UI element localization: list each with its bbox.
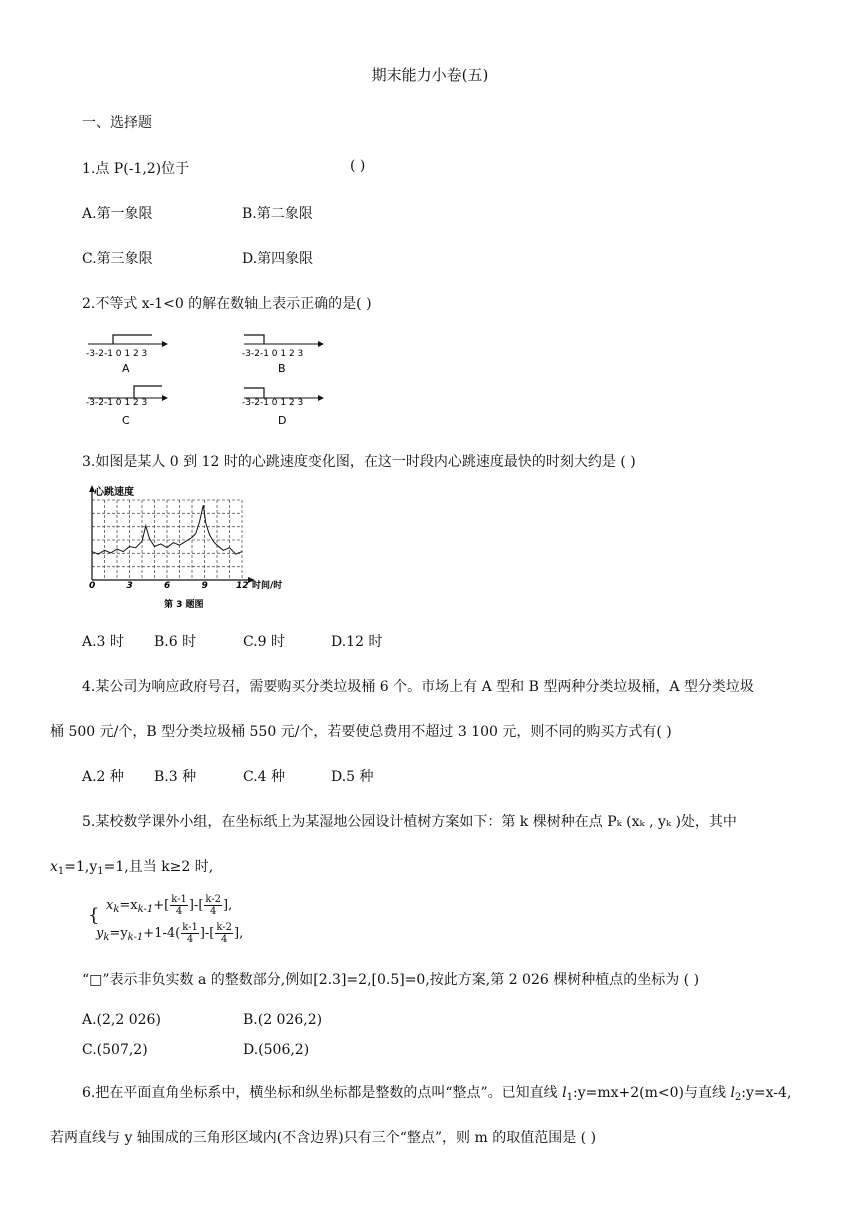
x-tick-label: 0 — [89, 581, 96, 591]
number-line-c-ticks: -3-2-1 0 1 2 3 — [86, 398, 148, 408]
q5-fx-sub-k1: k-1 — [137, 904, 154, 915]
number-line-a — [86, 335, 168, 375]
x-tick-label: 9 — [201, 581, 208, 591]
question-1-option-c: C.第三象限 — [82, 251, 153, 267]
heart-rate-chart — [84, 484, 294, 614]
number-line-b-ticks: -3-2-1 0 1 2 3 — [242, 349, 304, 359]
question-2-number-lines — [84, 330, 334, 430]
frac-num: k-2 — [216, 922, 232, 933]
question-1-answer-paren: ( ) — [350, 158, 366, 174]
x-tick-label: 12 — [236, 581, 249, 591]
q6-intro-text: 6.把在平面直角坐标系中，横坐标和纵坐标都是整数的点叫“整点”。已知直线 — [82, 1085, 563, 1101]
question-4-line-1: 4.某公司为响应政府号召，需要购买分类垃圾桶 6 个。市场上有 A 型和 B 型两种分类垃圾桶，A 型分类垃圾 — [82, 679, 754, 695]
frac-num: k-1 — [171, 894, 187, 905]
chart-caption: 第 3 题图 — [164, 600, 204, 610]
frac-den: 4 — [210, 906, 217, 917]
page-title: 期末能力小卷(五) — [371, 66, 489, 84]
q5-fx-mid: ]-[ — [188, 898, 204, 913]
question-5-line-2 — [50, 856, 213, 877]
number-line-d-ticks: -3-2-1 0 1 2 3 — [242, 398, 304, 408]
q5-x1-subscript: 1 — [57, 866, 65, 877]
question-5-option-a: A.(2,2 026) — [82, 1012, 161, 1028]
q6-l1-symbol: l — [562, 1085, 567, 1101]
chart-x-ticks — [89, 581, 249, 591]
question-1-option-d: D.第四象限 — [242, 251, 314, 267]
q5-fx-plus: +[ — [153, 898, 170, 913]
q6-l2-symbol: l — [730, 1085, 735, 1101]
question-5-note: “□”表示非负实数 a 的整数部分,例如[2.3]=2,[0.5]=0,按此方案,第 2 026 棵树种植点的坐标为 ( ) — [82, 972, 700, 988]
question-5-option-b: B.(2 026,2) — [243, 1012, 323, 1028]
q5-condition-text: =1,且当 k≥2 时, — [103, 859, 214, 875]
question-6-line-2: 若两直线与 y 轴围成的三角形区域内(不含边界)只有三个“整点”，则 m 的取值范围是 ( ) — [50, 1130, 597, 1146]
q5-fy-plus: +1-4( — [143, 926, 181, 941]
q5-system-brace: { — [88, 905, 100, 926]
q5-formula-y — [96, 922, 243, 945]
number-line-a-ticks: -3-2-1 0 1 2 3 — [86, 349, 148, 359]
frac-num: k-2 — [205, 894, 222, 905]
x-tick-label: 6 — [164, 581, 171, 591]
chart-y-label: 心跳速度 — [94, 487, 134, 498]
q5-fx-frac-1 — [170, 894, 188, 917]
q5-fy-mid: ]-[ — [199, 926, 215, 941]
x-tick-label: 3 — [126, 581, 133, 591]
q5-fy-eq: =y — [109, 926, 128, 941]
question-4-option-d: D.5 种 — [331, 769, 374, 785]
question-4-option-b: B.3 种 — [154, 769, 197, 785]
q5-y1-subscript: 1 — [97, 866, 104, 877]
question-4-line-2: 桶 500 元/个，B 型分类垃圾桶 550 元/个，若要使总费用不超过 3 100 元，则不同的购买方式有( ) — [50, 724, 672, 740]
question-2-stem: 2.不等式 x-1<0 的解在数轴上表示正确的是( ) — [82, 296, 372, 312]
question-3-option-b: B.6 时 — [154, 634, 197, 650]
q5-fy-frac-2 — [215, 922, 233, 945]
q5-y1-text: =1,y — [64, 859, 98, 875]
q5-fy-lhs: y — [96, 926, 104, 941]
frac-den: 4 — [221, 934, 228, 945]
q6-l2-subscript: 2 — [734, 1092, 742, 1103]
frac-num: k-1 — [182, 922, 198, 933]
question-1-option-b: B.第二象限 — [242, 206, 313, 222]
q5-fy-sub-k: k — [103, 932, 110, 943]
question-4-option-a: A.2 种 — [82, 769, 124, 785]
q5-fy-sub-k1: k-1 — [127, 932, 144, 943]
question-3-stem: 3.如图是某人 0 到 12 时的心跳速度变化图，在这一时段内心跳速度最快的时刻大约是 ( ) — [82, 454, 636, 470]
q5-fx-end: ], — [223, 898, 233, 913]
question-1-stem: 1.点 P(-1,2)位于 — [82, 161, 190, 177]
q5-fx-frac-2 — [204, 894, 222, 917]
question-5-option-d: D.(506,2) — [243, 1042, 310, 1058]
q6-l2-equation: :y=x-4, — [741, 1085, 792, 1101]
q5-fx-sub-k: k — [113, 904, 120, 915]
question-5-option-c: C.(507,2) — [82, 1042, 148, 1058]
question-6-line-1 — [82, 1082, 791, 1103]
number-line-d — [242, 388, 324, 427]
q5-fx-lhs: x — [106, 898, 114, 913]
question-3-option-c: C.9 时 — [243, 634, 286, 650]
q5-formula-x — [106, 894, 232, 917]
q5-x1-symbol: x — [50, 859, 58, 875]
q5-fy-end: ], — [234, 926, 244, 941]
question-5-line-1: 5.某校数学课外小组，在坐标纸上为某湿地公园设计植树方案如下：第 k 棵树种在点 Pₖ (xₖ , yₖ )处，其中 — [82, 814, 737, 830]
number-line-a-label: A — [122, 362, 130, 375]
question-3-option-a: A.3 时 — [82, 634, 124, 650]
chart-x-label: 时间/时 — [252, 581, 283, 591]
question-4-option-c: C.4 种 — [243, 769, 286, 785]
q5-fy-frac-1 — [181, 922, 199, 945]
section-heading: 一、选择题 — [82, 115, 152, 131]
chart-grid — [92, 500, 242, 580]
question-1-option-a: A.第一象限 — [82, 206, 153, 222]
q6-l1-equation: :y=mx+2(m<0)与直线 — [572, 1085, 731, 1101]
q6-l1-subscript: 1 — [566, 1092, 573, 1103]
question-3-option-d: D.12 时 — [331, 634, 383, 650]
q5-fx-eq: =x — [119, 898, 138, 913]
number-line-c-label: C — [122, 414, 130, 427]
frac-den: 4 — [186, 934, 194, 945]
frac-den: 4 — [175, 906, 183, 917]
number-line-d-label: D — [278, 414, 287, 427]
number-line-b-label: B — [278, 362, 286, 375]
number-line-c — [86, 386, 168, 427]
number-line-b — [242, 335, 324, 375]
